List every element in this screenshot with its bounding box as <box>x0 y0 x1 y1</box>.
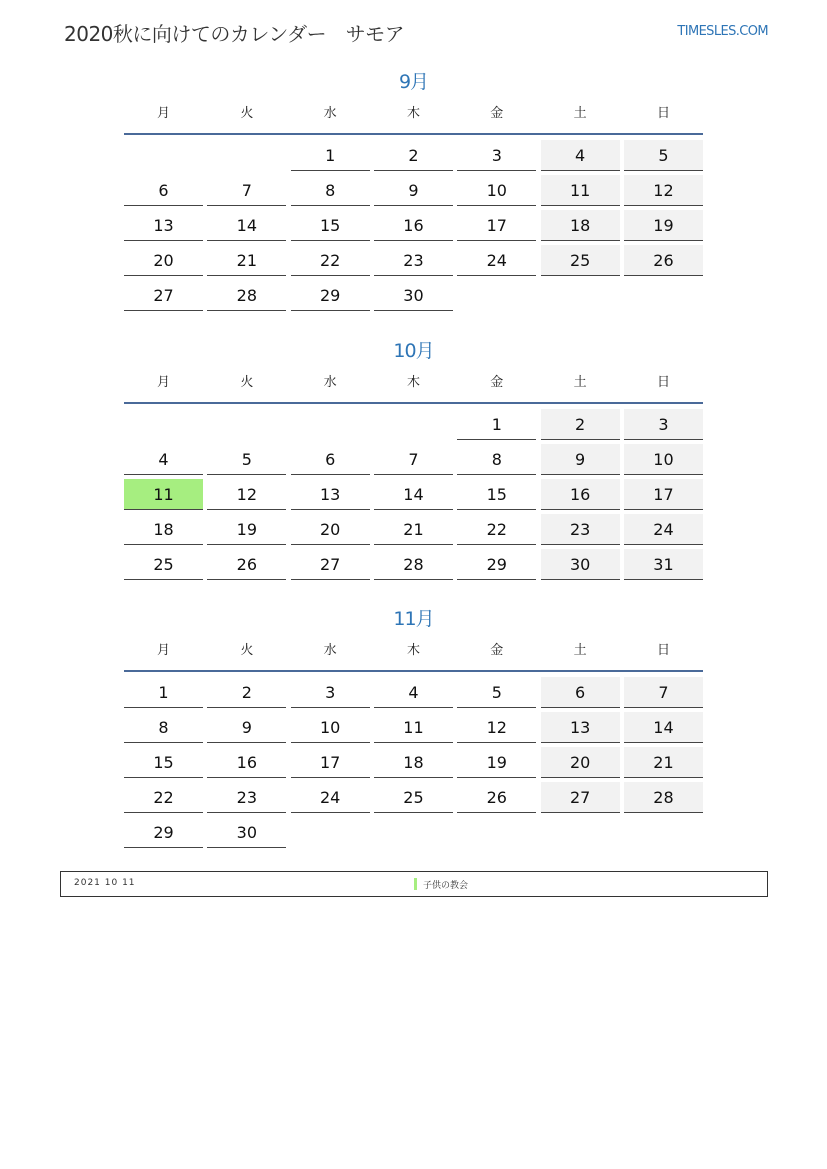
day-cell[interactable]: 13 <box>291 479 370 510</box>
day-cell[interactable]: 26 <box>624 245 703 276</box>
day-cell[interactable]: 27 <box>124 280 203 311</box>
weekday-label: 金 <box>490 106 504 121</box>
legend-date: 2021 10 11 <box>74 878 136 888</box>
day-cell[interactable]: 11 <box>541 175 620 206</box>
day-cell[interactable]: 12 <box>624 175 703 206</box>
day-cell[interactable]: 14 <box>624 712 703 743</box>
day-cell[interactable]: 3 <box>624 409 703 440</box>
day-cell[interactable]: 23 <box>207 782 286 813</box>
week-row <box>124 479 703 510</box>
day-cell[interactable]: 15 <box>291 210 370 241</box>
day-cell[interactable]: 3 <box>291 677 370 708</box>
day-cell[interactable]: 10 <box>457 175 536 206</box>
empty-day-cell <box>541 280 620 311</box>
day-cell[interactable]: 13 <box>124 210 203 241</box>
day-cell[interactable]: 3 <box>457 140 536 171</box>
weekday-label: 火 <box>240 375 254 390</box>
day-cell[interactable]: 25 <box>374 782 453 813</box>
day-cell[interactable]: 7 <box>624 677 703 708</box>
day-cell[interactable]: 17 <box>457 210 536 241</box>
day-cell[interactable]: 21 <box>207 245 286 276</box>
day-cell[interactable]: 26 <box>457 782 536 813</box>
day-cell[interactable]: 30 <box>374 280 453 311</box>
day-cell[interactable]: 5 <box>624 140 703 171</box>
day-cell[interactable]: 17 <box>291 747 370 778</box>
day-cell[interactable]: 2 <box>374 140 453 171</box>
day-cell[interactable]: 1 <box>457 409 536 440</box>
day-cell[interactable]: 23 <box>374 245 453 276</box>
day-cell[interactable]: 12 <box>457 712 536 743</box>
day-cell[interactable]: 11 <box>374 712 453 743</box>
day-cell[interactable]: 27 <box>541 782 620 813</box>
day-cell[interactable]: 29 <box>457 549 536 580</box>
day-cell[interactable]: 5 <box>457 677 536 708</box>
day-cell[interactable]: 14 <box>207 210 286 241</box>
day-cell[interactable]: 4 <box>374 677 453 708</box>
day-cell[interactable]: 19 <box>624 210 703 241</box>
page-title: 2020秋に向けてのカレンダー サモア <box>64 22 405 46</box>
day-cell[interactable]: 25 <box>124 549 203 580</box>
day-cell[interactable]: 18 <box>124 514 203 545</box>
day-cell[interactable]: 1 <box>291 140 370 171</box>
week-row <box>124 280 703 311</box>
empty-day-cell <box>624 817 703 848</box>
day-cell[interactable]: 5 <box>207 444 286 475</box>
week-row <box>124 677 703 708</box>
month-title: 11月 <box>393 608 434 630</box>
weekday-label: 水 <box>323 375 337 390</box>
weekday-label: 水 <box>323 106 337 121</box>
empty-day-cell <box>291 409 370 440</box>
day-cell[interactable]: 2 <box>541 409 620 440</box>
weekday-label: 土 <box>573 106 587 121</box>
day-cell[interactable]: 24 <box>291 782 370 813</box>
day-cell[interactable]: 26 <box>207 549 286 580</box>
weekday-label: 金 <box>490 375 504 390</box>
day-cell[interactable]: 13 <box>541 712 620 743</box>
weekday-label: 月 <box>156 643 170 658</box>
day-cell-event[interactable]: 11 <box>124 479 203 510</box>
day-cell[interactable]: 15 <box>124 747 203 778</box>
legend-color-marker <box>414 878 417 890</box>
week-row <box>124 175 703 206</box>
weekday-label: 金 <box>490 643 504 658</box>
day-cell[interactable]: 4 <box>541 140 620 171</box>
day-cell[interactable]: 19 <box>207 514 286 545</box>
week-row <box>124 747 703 778</box>
day-cell[interactable]: 22 <box>124 782 203 813</box>
weekday-label: 火 <box>240 643 254 658</box>
empty-day-cell <box>457 817 536 848</box>
day-cell[interactable]: 24 <box>457 245 536 276</box>
empty-day-cell <box>291 817 370 848</box>
day-cell[interactable]: 20 <box>124 245 203 276</box>
empty-day-cell <box>374 817 453 848</box>
weekday-header-row <box>124 641 703 672</box>
empty-day-cell <box>207 140 286 171</box>
weekday-label: 日 <box>656 643 670 658</box>
day-cell[interactable]: 9 <box>541 444 620 475</box>
weekday-label: 木 <box>406 375 420 390</box>
weekday-label: 木 <box>406 106 420 121</box>
month-calendar <box>124 70 703 311</box>
day-cell[interactable]: 20 <box>291 514 370 545</box>
week-row <box>124 549 703 580</box>
weekday-label: 日 <box>656 106 670 121</box>
day-cell[interactable]: 29 <box>291 280 370 311</box>
day-cell[interactable]: 28 <box>207 280 286 311</box>
day-cell[interactable]: 30 <box>541 549 620 580</box>
day-cell[interactable]: 6 <box>124 175 203 206</box>
legend-box <box>60 871 768 897</box>
day-cell[interactable]: 28 <box>374 549 453 580</box>
day-cell[interactable]: 25 <box>541 245 620 276</box>
legend-event-label: 子供の教会 <box>423 881 469 891</box>
day-cell[interactable]: 30 <box>207 817 286 848</box>
day-cell[interactable]: 21 <box>374 514 453 545</box>
empty-day-cell <box>374 409 453 440</box>
day-cell[interactable]: 10 <box>624 444 703 475</box>
empty-day-cell <box>207 409 286 440</box>
day-cell[interactable]: 1 <box>124 677 203 708</box>
weekday-label: 木 <box>406 643 420 658</box>
weekday-header-row <box>124 373 703 404</box>
day-cell[interactable]: 6 <box>541 677 620 708</box>
month-title: 9月 <box>398 71 429 93</box>
day-cell[interactable]: 22 <box>457 514 536 545</box>
day-cell[interactable]: 8 <box>291 175 370 206</box>
week-row <box>124 514 703 545</box>
day-cell[interactable]: 24 <box>624 514 703 545</box>
weekday-label: 日 <box>656 375 670 390</box>
week-row <box>124 210 703 241</box>
day-cell[interactable]: 23 <box>541 514 620 545</box>
week-row <box>124 817 703 848</box>
weekday-label: 水 <box>323 643 337 658</box>
day-cell[interactable]: 16 <box>207 747 286 778</box>
day-cell[interactable]: 7 <box>207 175 286 206</box>
day-cell[interactable]: 28 <box>624 782 703 813</box>
week-row <box>124 782 703 813</box>
week-row <box>124 245 703 276</box>
day-cell[interactable]: 18 <box>541 210 620 241</box>
day-cell[interactable]: 14 <box>374 479 453 510</box>
day-cell[interactable]: 22 <box>291 245 370 276</box>
day-cell[interactable]: 8 <box>457 444 536 475</box>
weekday-label: 月 <box>156 106 170 121</box>
day-cell[interactable]: 16 <box>541 479 620 510</box>
day-cell[interactable]: 31 <box>624 549 703 580</box>
month-calendar <box>124 607 703 848</box>
month-calendar <box>124 339 703 580</box>
weekday-label: 土 <box>573 375 587 390</box>
empty-day-cell <box>124 409 203 440</box>
day-cell[interactable]: 17 <box>624 479 703 510</box>
weekday-label: 火 <box>240 106 254 121</box>
empty-day-cell <box>541 817 620 848</box>
week-row <box>124 140 703 171</box>
day-cell[interactable]: 18 <box>374 747 453 778</box>
day-cell[interactable]: 4 <box>124 444 203 475</box>
day-cell[interactable]: 12 <box>207 479 286 510</box>
month-title: 10月 <box>393 340 434 362</box>
day-cell[interactable]: 9 <box>374 175 453 206</box>
empty-day-cell <box>124 140 203 171</box>
day-cell[interactable]: 29 <box>124 817 203 848</box>
day-cell[interactable]: 7 <box>374 444 453 475</box>
day-cell[interactable]: 20 <box>541 747 620 778</box>
day-cell[interactable]: 10 <box>291 712 370 743</box>
week-row <box>124 409 703 440</box>
empty-day-cell <box>624 280 703 311</box>
day-cell[interactable]: 8 <box>124 712 203 743</box>
weekday-header-row <box>124 104 703 135</box>
weekday-label: 月 <box>156 375 170 390</box>
day-cell[interactable]: 2 <box>207 677 286 708</box>
day-cell[interactable]: 15 <box>457 479 536 510</box>
empty-day-cell <box>457 280 536 311</box>
week-row <box>124 712 703 743</box>
day-cell[interactable]: 16 <box>374 210 453 241</box>
weekday-label: 土 <box>573 643 587 658</box>
day-cell[interactable]: 6 <box>291 444 370 475</box>
site-link[interactable]: TIMESLES.COM <box>677 24 768 39</box>
day-cell[interactable]: 19 <box>457 747 536 778</box>
day-cell[interactable]: 9 <box>207 712 286 743</box>
week-row <box>124 444 703 475</box>
day-cell[interactable]: 27 <box>291 549 370 580</box>
day-cell[interactable]: 21 <box>624 747 703 778</box>
